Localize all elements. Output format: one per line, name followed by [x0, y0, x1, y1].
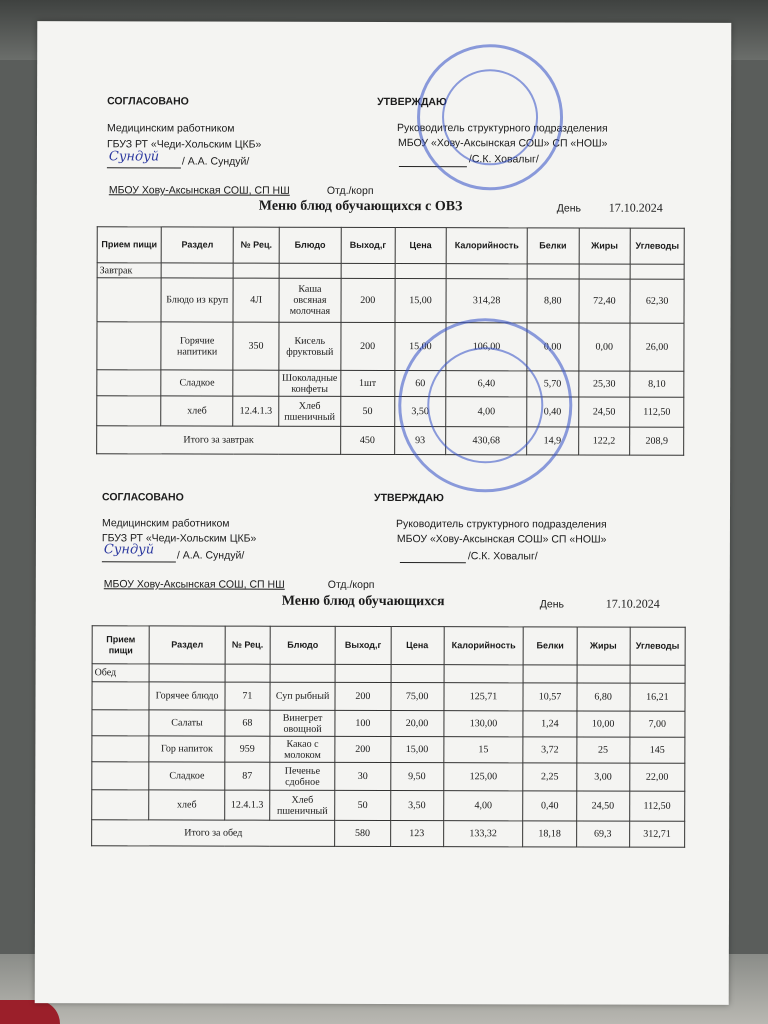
confirm-heading-1: УТВЕРЖДАЮ	[377, 95, 447, 109]
table-row: Сладкое 87 Печенье сдобное 30 9,50 125,00 2,25 3,00 22,00	[92, 762, 685, 792]
date-2: 17.10.2024	[605, 596, 660, 611]
confirm-org-1: МБОУ «Хову-Аксынская СОШ» СП «НОШ»	[397, 137, 608, 150]
header-fat: Жиры	[579, 228, 631, 264]
dept-label-2: Отд./корп	[327, 578, 375, 591]
meal-name: Обед	[92, 664, 149, 682]
header-output: Выход,г	[335, 626, 390, 664]
date-1: 17.10.2024	[608, 200, 663, 215]
header-recipe: № Рец.	[225, 626, 270, 664]
day-label-1: День	[556, 202, 582, 215]
school-name-1: МБОУ Хову-Аксынская СОШ, СП НШ	[108, 184, 290, 197]
table-row: хлеб 12.4.1.3 Хлеб пшеничный 50 3,50 4,00 0,40 24,50 112,50	[97, 396, 684, 428]
menu-table-2	[91, 625, 686, 848]
header-dish: Блюдо	[270, 626, 336, 664]
table-row: Горячее блюдо 71 Суп рыбный 200 75,00 125,71 10,57 6,80 16,21	[92, 682, 685, 712]
menu-title-2: Меню блюд обучающихся	[281, 593, 445, 610]
header-calories: Калорийность	[444, 627, 524, 665]
approved-signature-1: Сундуй	[108, 149, 160, 165]
approved-role-2: Медицинским работником	[101, 517, 230, 530]
header-meal: Прием пищи	[92, 626, 149, 664]
header-dish: Блюдо	[279, 227, 341, 263]
approved-heading-1: СОГЛАСОВАНО	[107, 95, 189, 108]
approved-org-1: ГБУЗ РТ «Чеди-Хольским ЦКБ»	[106, 138, 262, 151]
header-output: Выход,г	[341, 227, 395, 263]
confirm-org-2: МБОУ «Хову-Аксынская СОШ» СП «НОШ»	[396, 533, 607, 546]
approved-name-2: / А.А. Сундуй/	[176, 549, 245, 562]
menu-title-1: Меню блюд обучающихся с ОВЗ	[258, 198, 463, 215]
menu-table-1	[96, 226, 685, 456]
confirm-heading-2: УТВЕРЖДАЮ	[374, 491, 444, 505]
approved-heading-2: СОГЛАСОВАНО	[102, 491, 184, 504]
header-calories: Калорийность	[446, 228, 527, 264]
table-row: хлеб 12.4.1.3 Хлеб пшеничный 50 3,50 4,00 0,40 24,50 112,50	[92, 790, 685, 822]
table-row: Сладкое Шоколадные конфеты 1шт 60 6,40 5,70 25,30 8,10	[97, 370, 684, 398]
header-fat: Жиры	[577, 627, 630, 665]
header-section: Раздел	[161, 227, 233, 263]
header-price: Цена	[395, 228, 447, 264]
stamp-1	[417, 44, 563, 190]
header-carbs: Углеводы	[630, 627, 685, 665]
table-row: Горячие напитики 350 Кисель фруктовый 200 15,00 106,00 0,00 0,00 26,00	[97, 322, 684, 372]
approved-signature-2: Сундуй	[103, 542, 155, 558]
total-row: Итого за завтрак 450 93 430,68 14,9 122,2 208,9	[97, 426, 684, 456]
approved-role-1: Медицинским работником	[106, 122, 235, 135]
day-label-2: День	[539, 598, 565, 611]
header-protein: Белки	[527, 228, 579, 264]
school-name-2: МБОУ Хову-Аксынская СОШ, СП НШ	[103, 578, 285, 591]
confirm-role-1: Руководитель структурного подразделения	[396, 122, 608, 135]
total-row: Итого за обед 580 123 133,32 18,18 69,3 312,71	[92, 820, 685, 848]
table-row: Гор напиток 959 Какао с молоком 200 15,00 15 3,72 25 145	[92, 736, 685, 764]
header-price: Цена	[391, 627, 444, 665]
confirm-role-2: Руководитель структурного подразделения	[395, 518, 607, 531]
meal-name: Завтрак	[97, 263, 161, 278]
table-row: Салаты 68 Винегрет овощной 100 20,00 130,00 1,24 10,00 7,00	[92, 710, 685, 738]
menu-document	[35, 21, 732, 1005]
confirm-name-2: /С.К. Ховалыг/	[467, 550, 538, 563]
header-section: Раздел	[149, 626, 225, 664]
approved-name-1: / А.А. Сундуй/	[181, 155, 250, 168]
header-protein: Белки	[524, 627, 577, 665]
approved-org-2: ГБУЗ РТ «Чеди-Хольским ЦКБ»	[101, 532, 257, 545]
table-row: Блюдо из круп 4Л Каша овсяная молочная 200 15,00 314,28 8,80 72,40 62,30	[97, 278, 684, 324]
dept-label-1: Отд./корп	[326, 184, 374, 197]
confirm-name-1: /С.К. Ховалыг/	[468, 153, 539, 166]
header-meal: Прием пищи	[97, 227, 161, 263]
header-recipe: № Рец.	[234, 227, 280, 263]
header-carbs: Углеводы	[630, 228, 684, 264]
